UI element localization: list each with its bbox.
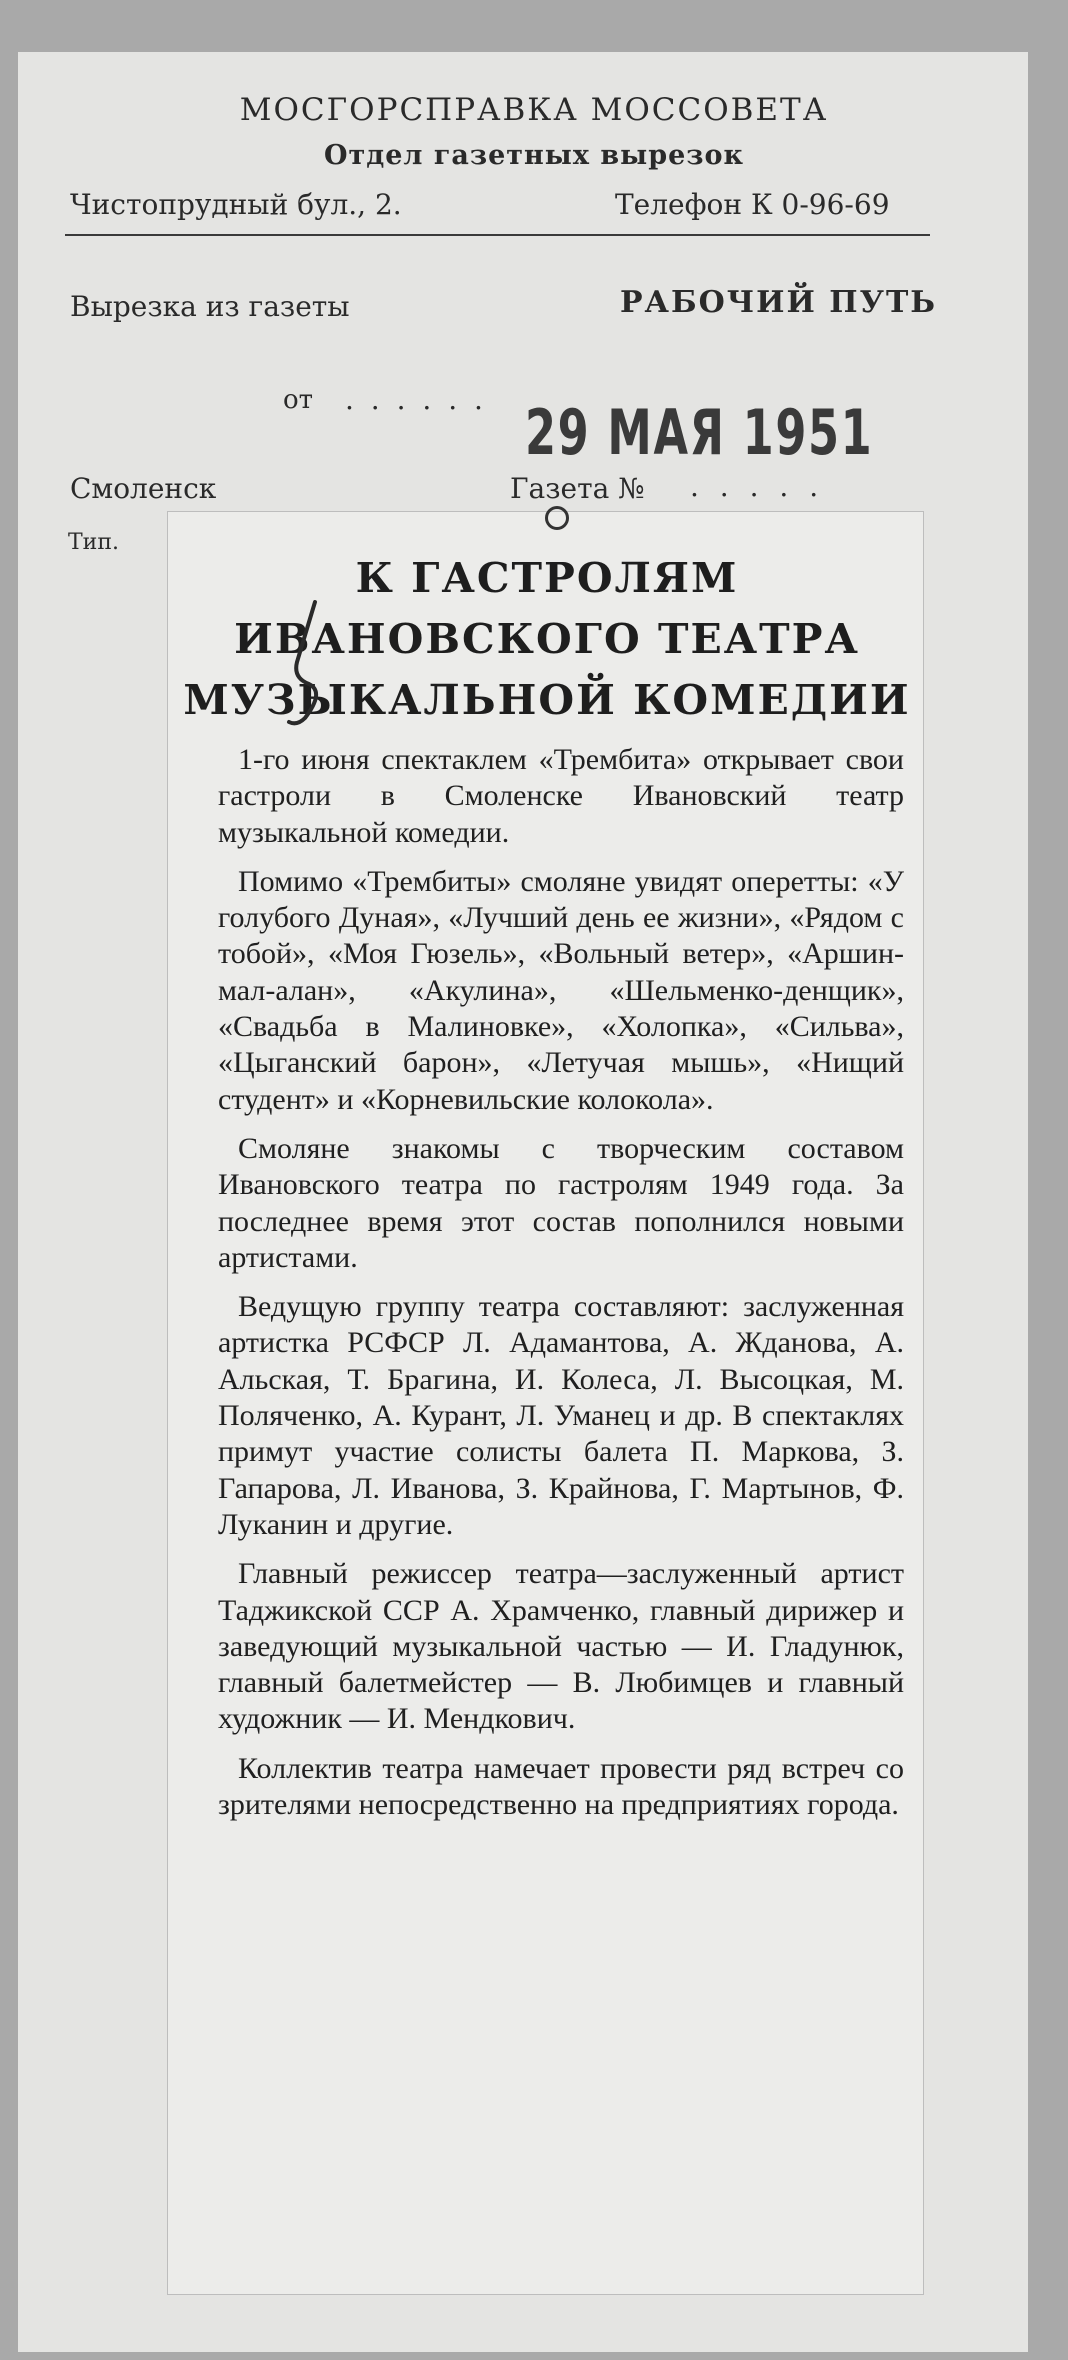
paragraph: Главный режиссер театра—заслуженный артист Таджикской ССР А. Храмченко, главный дирижер и заведующий музыкальной частью — И. Гладунюк, главный балетмейстер — В. Любимцев и главный художник — И. Мендкович. — [218, 1557, 904, 1736]
article-title: К ГАСТРОЛЯМ ИВАНОВСКОГО ТЕАТРА МУЗЫКАЛЬНОЙ КОМЕДИИ — [183, 554, 911, 724]
paragraph: Помимо «Трембиты» смоляне увидят оперетты: «У голубого Дуная», «Лучший день ее жизни», «Рядом с тобой», «Моя Гюзель», «Вольный ветер», «Аршин-мал-алан», «Акулина», «Шельменко-денщик», «Свадьба в Малиновке», «Холопка», «Сильва», «Цыганский барон», «Летучая мышь», «Нищий студент» и «Корневильские колокола». — [218, 864, 904, 1116]
number-dotted-line: . . . . . — [690, 470, 825, 503]
paragraph: Ведущую группу театра составляют: заслуженная артистка РСФСР Л. Адамантова, А. Жданова, А. Альская, Т. Брагина, И. Колеса, Л. Высоцкая, М. Поляченко, А. Курант, Л. Уманец и др. В спектаклях примут участие солисты балета П. Маркова, З. Гапарова, Л. Иванова, З. Крайнова, Г. Мартынов, Ф. Луканин и другие. — [218, 1290, 904, 1541]
gazeta-number-label: Газета № — [510, 472, 645, 505]
paragraph: Смоляне знакомы с творческим составом Ивановского театра по гастролям 1949 года. За последнее время этот состав пополнился новыми артистами. — [218, 1131, 904, 1274]
phone-number: Телефон К 0-96-69 — [615, 188, 890, 221]
organization-name: МОСГОРСПРАВКА МОССОВЕТА — [239, 92, 829, 128]
clip-label: Вырезка из газеты — [70, 290, 350, 323]
paragraph: Коллектив театра намечает провести ряд встреч со зрителями непосредственно на предприятиях города. — [218, 1751, 904, 1822]
tip-label: Тип. — [68, 530, 119, 555]
ornament-circle — [545, 506, 569, 530]
from-label: от — [283, 385, 314, 415]
date-stamp: 29 МАЯ 1951 — [525, 396, 874, 469]
header-rule — [65, 234, 930, 236]
newspaper-name: РАБОЧИЙ ПУТЬ — [620, 285, 938, 320]
city: Смоленск — [70, 472, 217, 505]
pen-mark-icon — [275, 600, 335, 730]
paragraph: 1-го июня спектаклем «Трембита» открывает свои гастроли в Смоленске Ивановский театр музыкальной комедии. — [218, 743, 904, 849]
department-name: Отдел газетных вырезок — [324, 140, 744, 171]
date-dotted-line: . . . . . . — [345, 383, 487, 416]
address: Чистопрудный бул., 2. — [70, 188, 402, 221]
article-body — [218, 742, 904, 1836]
